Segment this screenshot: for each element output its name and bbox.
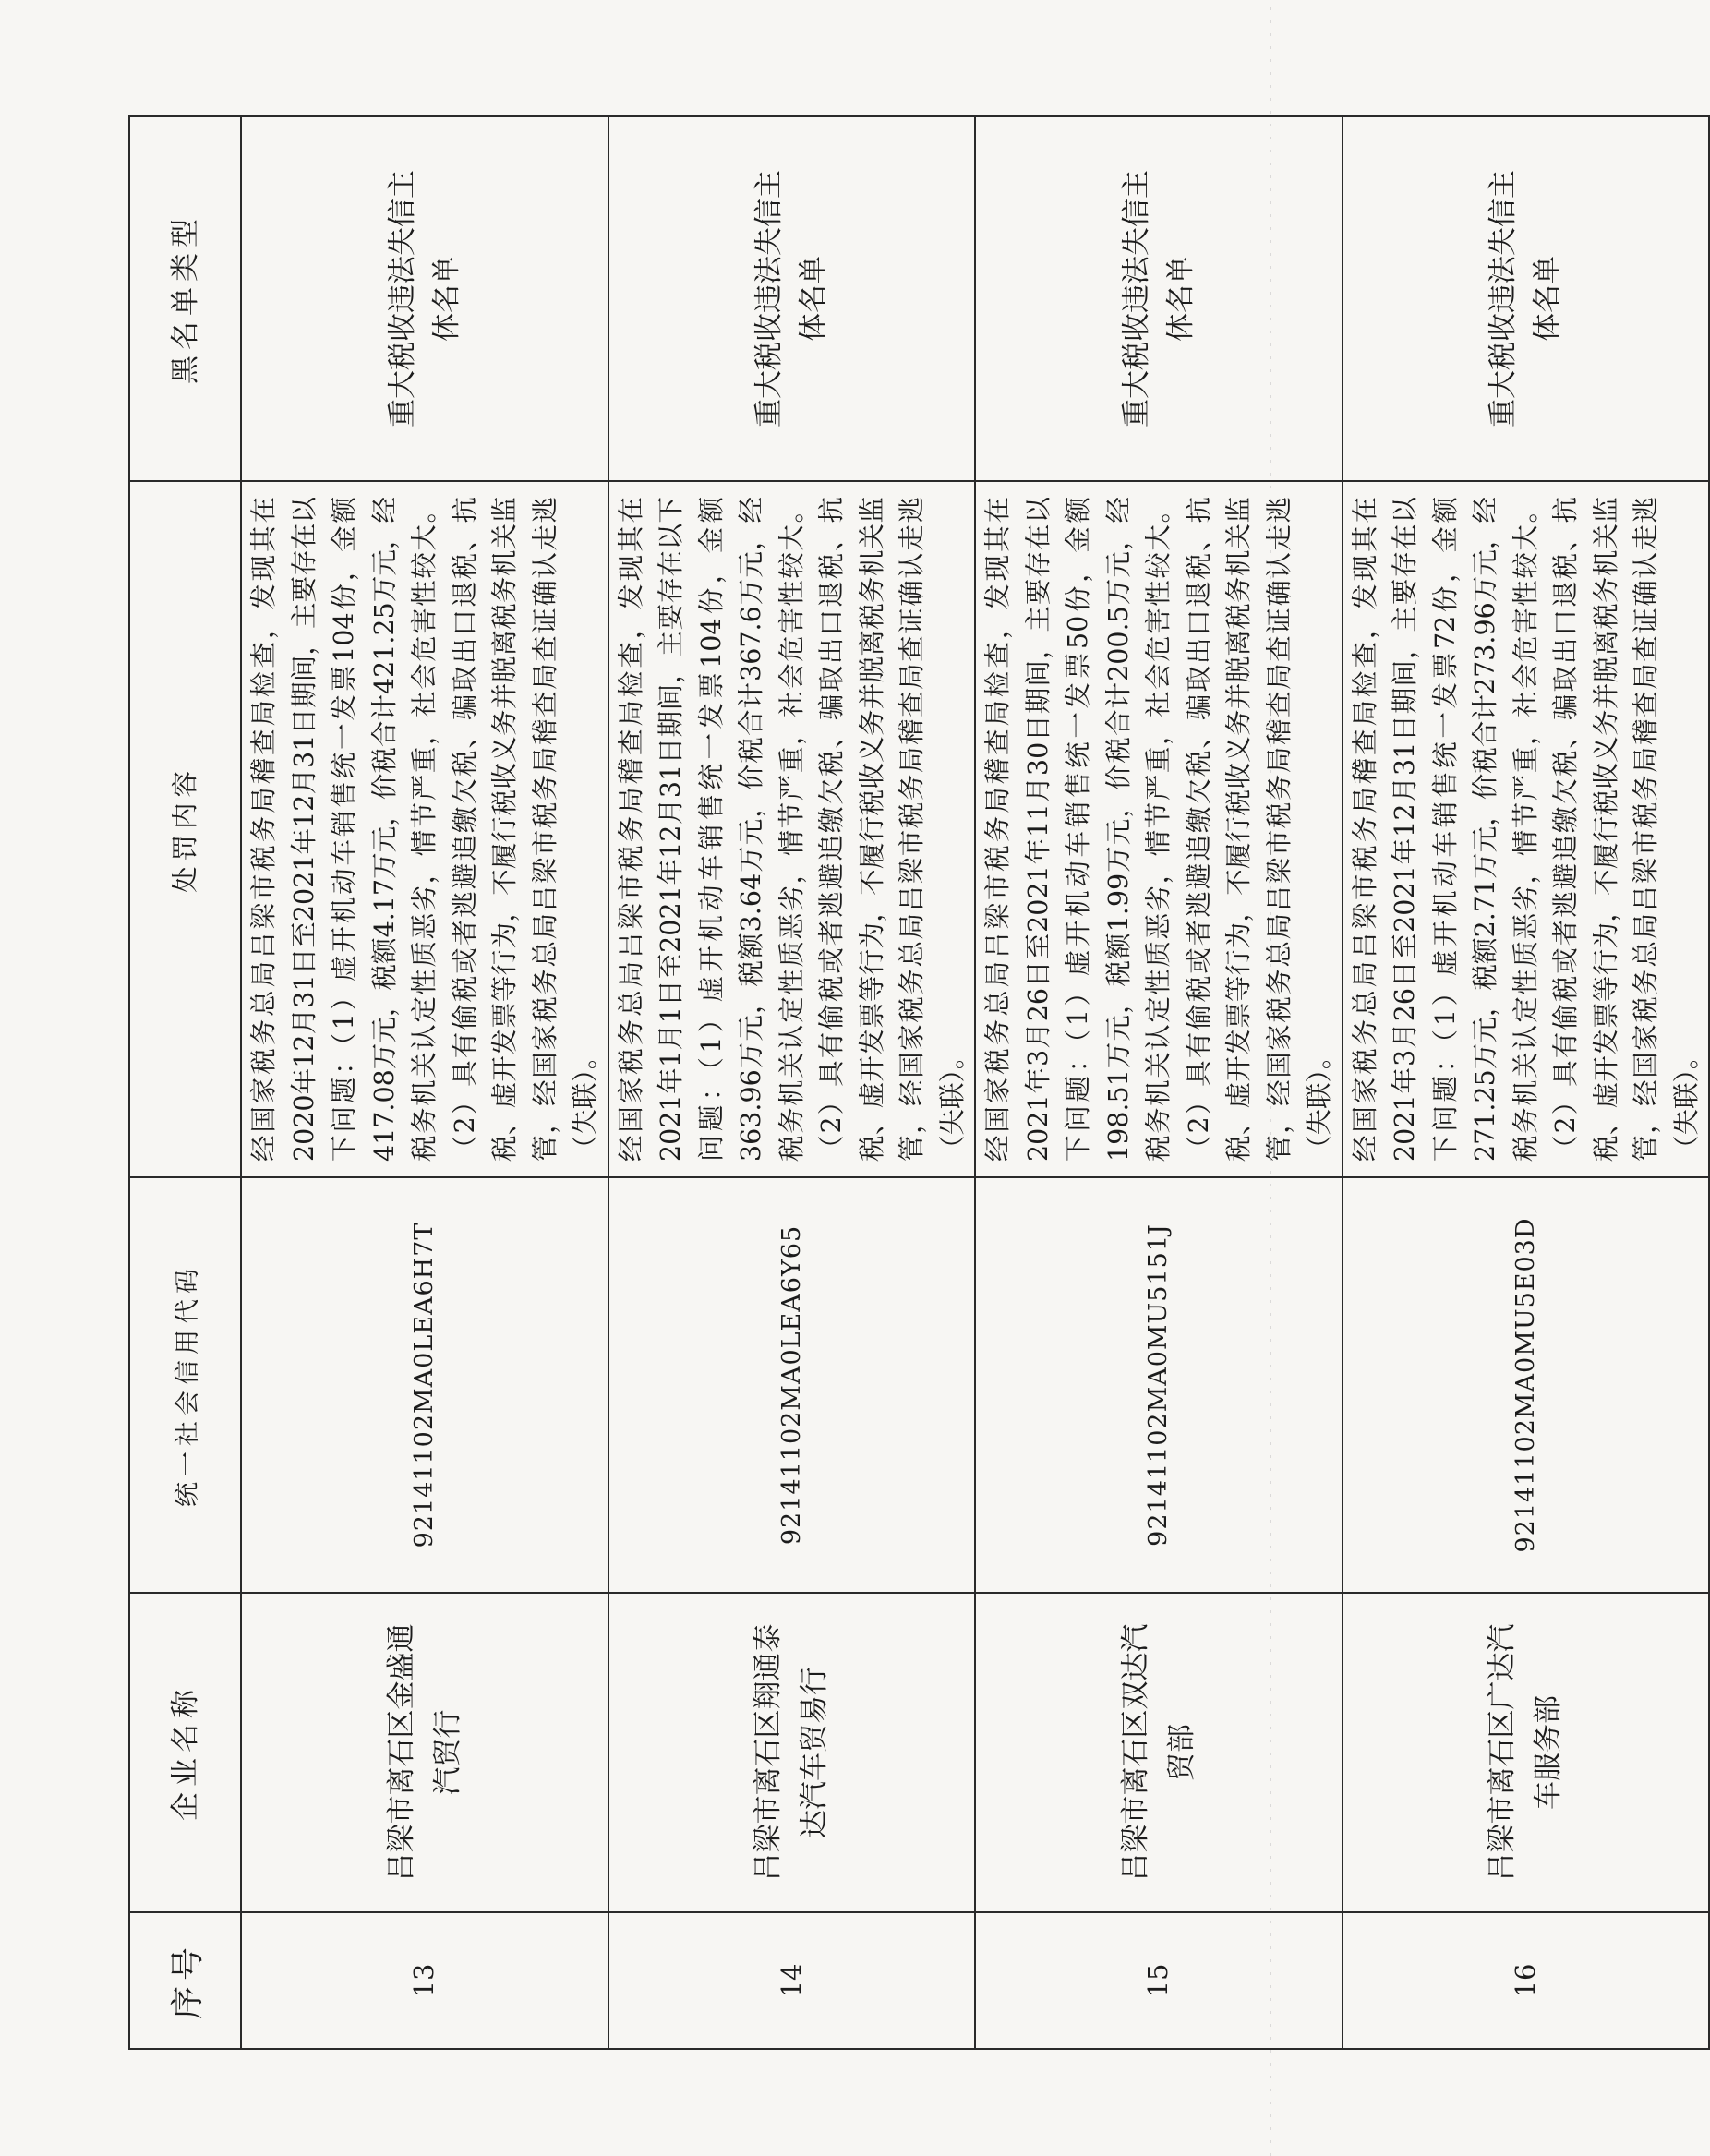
penalty-content-cell: 经国家税务总局吕梁市税务局稽查局检查，发现其在2021年1月1日至2021年12月31日期间，主要存在以下问题：（1）虚开机动车销售统一发票104份，金额363.96万元，税额3.64万元，价税合计367.6万元，经税务机关认定性质恶劣，情节严重，社会危害性较大。（2）具有偷税或者逃避追缴欠税、骗取出口退税、抗税、虚开发票等行为，不履行税收义务并脱离税务机关监管，经国家税务总局吕梁市税务局稽查局查证确认走逃（失联）。 xyxy=(608,481,976,1177)
header-penalty-content: 处罚内容 xyxy=(129,481,241,1177)
table-row xyxy=(608,116,976,2049)
serial-number-cell: 13 xyxy=(241,1912,608,2049)
serial-number-cell: 14 xyxy=(608,1912,976,2049)
blacklist-type-cell: 重大税收违法失信主体名单 xyxy=(241,116,608,481)
scan-artifact-dotted-line xyxy=(1270,0,1271,2156)
credit-code-cell: 92141102MA0LEA6Y65 xyxy=(608,1177,976,1593)
credit-code-cell: 92141102MA0MU5E03D xyxy=(1343,1177,1710,1593)
company-name-cell: 吕梁市离石区双达汽贸部 xyxy=(975,1593,1343,1912)
blacklist-type-cell: 重大税收违法失信主体名单 xyxy=(975,116,1343,481)
credit-code-cell: 92141102MA0MU5151J xyxy=(975,1177,1343,1593)
credit-code-cell: 92141102MA0LEA6H7T xyxy=(241,1177,608,1593)
header-row xyxy=(129,116,241,2049)
table-header xyxy=(129,116,241,2049)
blacklist-table xyxy=(128,115,1710,2050)
serial-number-cell: 15 xyxy=(975,1912,1343,2049)
blacklist-type-cell: 重大税收违法失信主体名单 xyxy=(608,116,976,481)
header-serial-number: 序号 xyxy=(129,1912,241,2049)
blacklist-type-cell: 重大税收违法失信主体名单 xyxy=(1343,116,1710,481)
company-name-cell: 吕梁市离石区翔通泰达汽车贸易行 xyxy=(608,1593,976,1912)
header-company-name: 企业名称 xyxy=(129,1593,241,1912)
company-name-cell: 吕梁市离石区金盛通汽贸行 xyxy=(241,1593,608,1912)
header-blacklist-type: 黑名单类型 xyxy=(129,116,241,481)
penalty-content-cell: 经国家税务总局吕梁市税务局稽查局检查，发现其在2021年3月26日至2021年11月30日期间，主要存在以下问题：（1）虚开机动车销售统一发票50份，金额198.51万元，税额1.99万元，价税合计200.5万元，经税务机关认定性质恶劣，情节严重，社会危害性较大。（2）具有偷税或者逃避追缴欠税、骗取出口退税、抗税、虚开发票等行为，不履行税收义务并脱离税务机关监管，经国家税务总局吕梁市税务局稽查局查证确认走逃（失联）。 xyxy=(975,481,1343,1177)
penalty-content-cell: 经国家税务总局吕梁市税务局稽查局检查，发现其在2021年3月26日至2021年12月31日期间，主要存在以下问题：（1）虚开机动车销售统一发票72份，金额271.25万元，税额2.71万元，价税合计273.96万元，经税务机关认定性质恶劣，情节严重，社会危害性较大。（2）具有偷税或者逃避追缴欠税、骗取出口退税、抗税、虚开发票等行为，不履行税收义务并脱离税务机关监管，经国家税务总局吕梁市税务局稽查局查证确认走逃（失联）。 xyxy=(1343,481,1710,1177)
header-credit-code: 统一社会信用代码 xyxy=(129,1177,241,1593)
table-row xyxy=(1343,116,1710,2049)
table-row xyxy=(241,116,608,2049)
serial-number-cell: 16 xyxy=(1343,1912,1710,2049)
table-row xyxy=(975,116,1343,2049)
table-body xyxy=(241,116,1709,2049)
penalty-content-cell: 经国家税务总局吕梁市税务局稽查局检查，发现其在2020年12月31日至2021年12月31日期间，主要存在以下问题：（1）虚开机动车销售统一发票104份，金额417.08万元，税额4.17万元，价税合计421.25万元，经税务机关认定性质恶劣，情节严重，社会危害性较大。（2）具有偷税或者逃避追缴欠税、骗取出口退税、抗税、虚开发票等行为，不履行税收义务并脱离税务机关监管，经国家税务总局吕梁市税务局稽查局查证确认走逃（失联）。 xyxy=(241,481,608,1177)
company-name-cell: 吕梁市离石区广达汽车服务部 xyxy=(1343,1593,1710,1912)
